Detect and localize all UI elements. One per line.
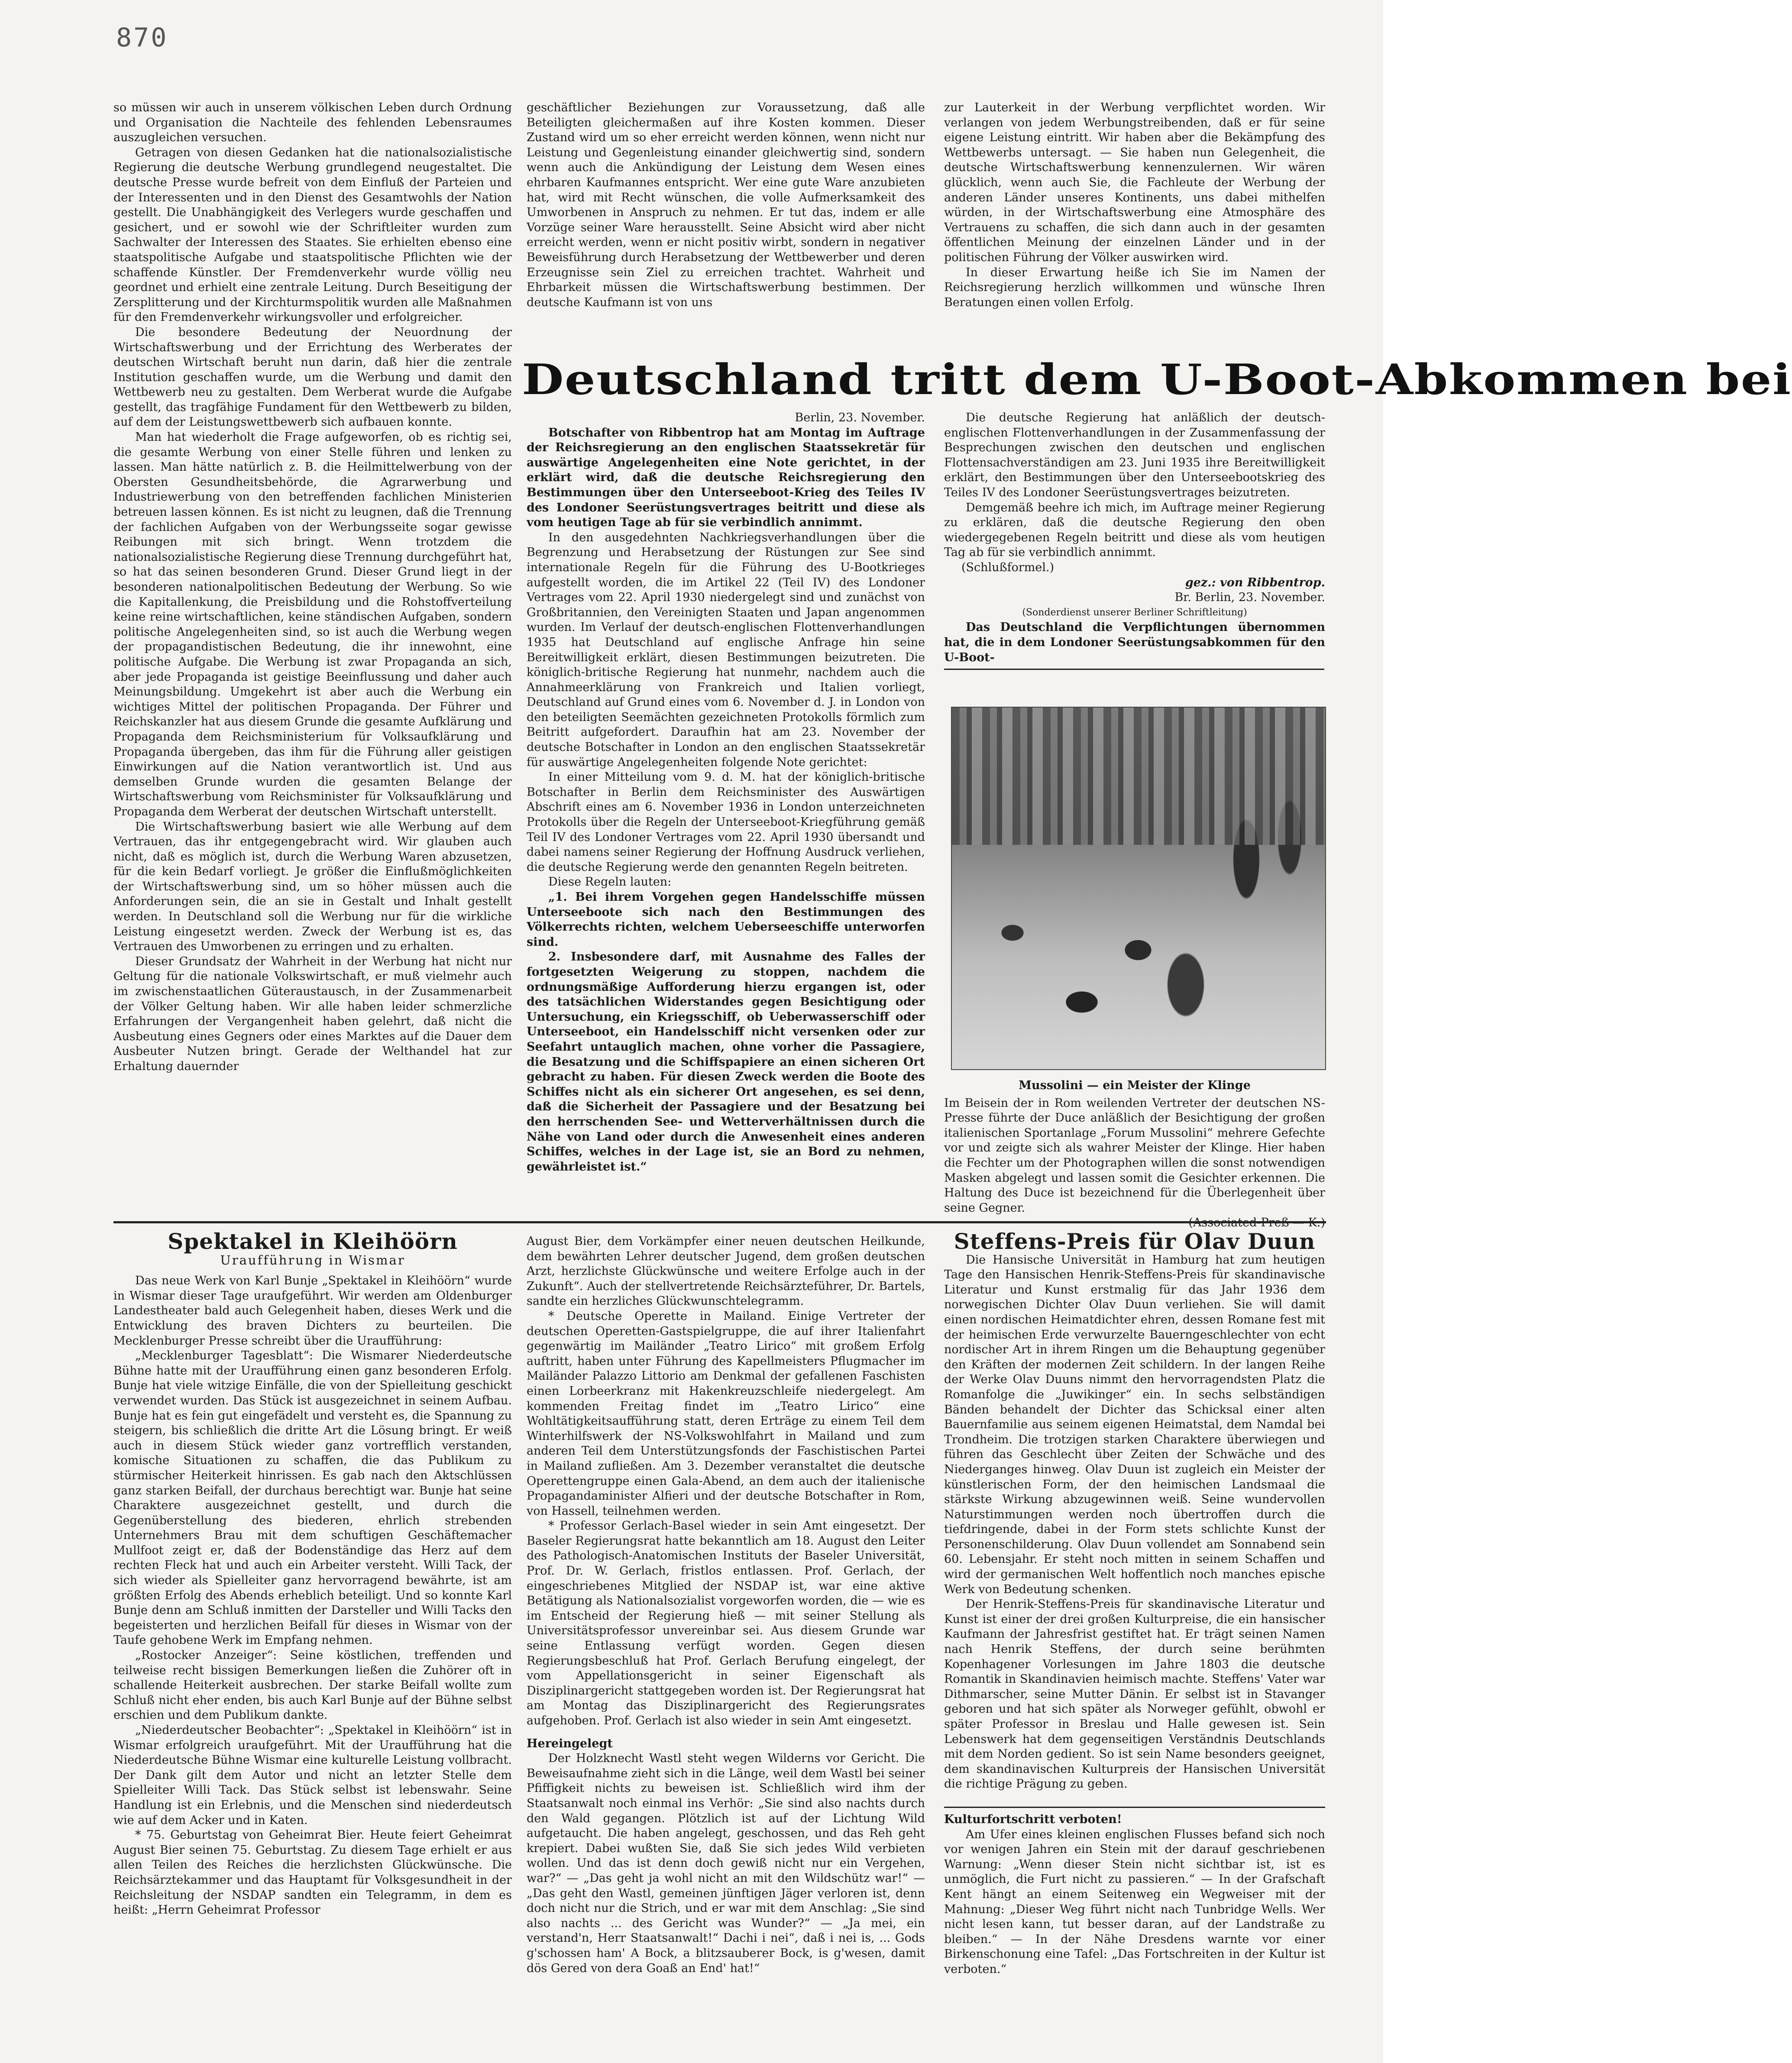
paragraph: 2. Insbesondere darf, mit Ausnahme des Falles der fortgesetzten Weigerung zu stoppen, nachdem die ordnungsmäßige Aufforderung hierzu ergangen ist, oder des tatsächlichen Widerstandes gegen Besichtigung oder Untersuchung, ein Kriegsschiff, ob Ueberwasserschiff oder Unterseeboot, ein Handelsschiff nicht versenken oder zur Seefahrt untauglich machen, ohne vorher die Passagiere, die Besatzung und die Schiffspapiere an einen sicheren Ort gebracht zu haben. Für diesen Zweck werden die Boote des Schiffes nicht als ein sicherer Ort angesehen, es sei denn, daß die Sicherheit der Passagiere und der Besatzung bei den herrschenden See- und Wetterverhältnissen durch die Nähe von Land oder durch die Anwesenheit eines anderen Schiffes, welches in der Lage ist, sie an Bord zu nehmen, gewährleistet ist.“ [527,950,925,1174]
dateline: Berlin, 23. November. [795,411,925,424]
photo-crowd [952,708,1325,845]
uboot-article-middle [527,411,925,1207]
spektakel-article [113,1229,512,2048]
paragraph: Die Hansische Universität in Hamburg hat zum heutigen Tage den Hansischen Henrik-Steffens-Preis für skandinavische Literatur und Kunst erstmalig für das Jahr 1936 dem norwegischen Dichter Olav Duun verliehen. Sie will damit einen nordischen Heimatdichter ehren, dessen Romane fest mit der heimischen Erde verwurzelte Bauerngeschlechter von echt nordischer Art in ihrem Ringen um die Behauptung gegenüber den Kräften der modernen Zeit schildern. In der langen Reihe der Werke Olav Duuns nimmt den hervorragendsten Platz die Romanfolge die „Juwikinger“ ein. In sechs selbständigen Bänden behandelt der Dichter das Schicksal einer alten Bauernfamilie aus seinem eigenen Heimatstal, dem Namdal bei Trondheim. Die trotzigen starken Charaktere überwiegen und führen das Geschlecht über Zeiten der Schwäche und des Niederganges hinweg. Olav Duun ist zugleich ein Meister der künstlerischen Form, der den heimischen Landsmaal die stärkste Wirkung abzugewinnen weiß. Seine wundervollen Naturstimmungen werden noch übertroffen durch die tiefdringende, dabei in der Form stets schlichte Kunst der Personenschilderung. Olav Duun vollendet am Sonnabend sein 60. Lebensjahr. Er steht noch mitten in seinem Schaffen und wird der germanischen Welt hoffentlich noch manches epische Werk von Bedeutung schenken. [944,1253,1325,1596]
right-column-top [944,100,1325,336]
caption-title: Mussolini — ein Meister der Klinge [1019,1079,1251,1092]
bottom-middle-column [527,1234,925,2048]
section-separator [113,1221,1326,1223]
closing-formula: (Schlußformel.) [961,560,1054,574]
middle-column-top [527,100,925,336]
paragraph: Die Wirtschaftswerbung basiert wie alle Werbung auf dem Vertrauen, das ihr entgegengebracht wird. Wir glauben auch nicht, daß es möglich ist, durch die Werbung Waren abzusetzen, für die kein Bedarf vorliegt. Je größer die Einflußmöglichkeiten der Wirtschaftswerbung sind, um so höher müssen auch die Anforderungen sein, die an sie in Gestalt und Inhalt gestellt werden. In Deutschland soll die Werbung nur für die wirkliche Leistung eingesetzt werden. Zweck der Werbung ist es, das Vertrauen des Umworbenen zu erringen und zu erhalten. [113,820,512,954]
paragraph: * Deutsche Operette in Mailand. Einige Vertreter der deutschen Operetten-Gastspielgruppe, die auf ihrer Italienfahrt gegenwärtig im Mailänder „Teatro Lirico“ mit großem Erfolg auftritt, haben unter Führung des Kapellmeisters Pflugmacher im Mailänder Palazzo Littorio am Denkmal der gefallenen Faschisten einen Lorbeerkranz mit Hakenkreuzschleife niedergelegt. Am kommenden Freitag findet im „Teatro Lirico“ eine Wohltätigkeitsaufführung statt, deren Erträge zu einem Teil dem Winterhilfswerk der NS-Volkswohlfahrt in Mailand und zum anderen Teil dem Unterstützungsfonds der Faschistischen Partei in Mailand zufließen. Am 3. Dezember veranstaltet die deutsche Operettengruppe einen Gala-Abend, an dem auch der italienische Propagandaminister Alfieri und der deutsche Botschafter in Rom, von Hassell, teilnehmen werden. [527,1309,925,1518]
signature: gez.: von Ribbentrop. [1185,576,1325,589]
paragraph: Diese Regeln lauten: [548,875,672,889]
paragraph: Die besondere Bedeutung der Neuordnung der Wirtschaftswerbung und der Errichtung des Werberates der deutschen Wirtschaft beruht nun darin, daß hier die zentrale Institution geschaffen wurde, um die Werbung und damit den Wettbewerb neu zu gestalten. Dem Werberat wurde die Aufgabe gestellt, das tragfähige Fundament für den Wettbewerb zu bilden, auf dem der Leistungswettbewerb sich aufbauen konnte. [113,325,512,429]
paragraph: August Bier, dem Vorkämpfer einer neuen deutschen Heilkunde, dem bewährten Lehrer deutscher Jugend, dem großen deutschen Arzt, herzlichste Glückwünsche und weitere Erfolge auch in der Zukunft“. Auch der stellvertretende Reichsärzteführer, Dr. Bartels, sandte ein herzliches Glückwunschtelegramm. [527,1235,925,1308]
kulturfortschritt-title: Kulturfortschritt verboten! [944,1807,1325,1827]
paragraph: In den ausgedehnten Nachkriegsverhandlungen über die Begrenzung und Herabsetzung der Rüstungen zur See sind internationale Regeln für die Führung des U-Bootkrieges aufgestellt worden, die im Artikel 22 (Teil IV) des Londoner Vertrages vom 22. April 1930 niedergelegt sind und zunächst von Großbritannien, den Vereinigten Staaten und Japan angenommen wurden. Im Verlauf der deutsch-englischen Flottenverhandlungen 1935 hat Deutschland auf englische Anfrage hin seine Bereitwilligkeit erklärt, diesen Bestimmungen beizutreten. Die königlich-britische Regierung hat nunmehr, nachdem auch die Annahmeerklärung von Frankreich und Italien vorliegt, Deutschland auf Grund eines vom 6. November d. J. in London von den beteiligten Seemächten gezeichneten Protokolls förmlich zum Beitritt aufgefordert. Daraufhin hat am 23. November der deutsche Botschafter in London an den englischen Staatssekretär für auswärtige Angelegenheiten folgende Note gerichtet: [527,530,925,769]
paragraph: Demgemäß beehre ich mich, im Auftrage meiner Regierung zu erklären, daß die deutsche Regierung den oben wiedergegebenen Regeln beitritt und diese als vom heutigen Tag ab für sie verbindlich annimmt. [944,501,1325,559]
page-number: 870 [116,23,168,53]
mussolini-fencing-photo [951,707,1326,1070]
paragraph: Der Holzknecht Wastl steht wegen Wilderns vor Gericht. Die Beweisaufnahme zieht sich in die Länge, weil dem Wastl bei seiner Pfiffigkeit nichts zu beweisen ist. Schließlich wird ihm der Staatsanwalt noch einmal ins Verhör: „Sie sind also nachts durch den Wald gegangen. Plötzlich ist auf der Lichtung Wild aufgetaucht. Die haben angelegt, geschossen, und das Reh geht krepiert. Dabei wußten Sie, daß Sie sich jedes Wild verbieten wollen. Und das ist denn doch gewiß nicht nur ein Vergehen, war?“ — „Das geht ja wohl nicht an mit den Wildschütz war!“ — „Das geht den Wastl, gemeinen jünftigen Jäger verloren ist, denn doch nicht nur die Strich, und er war mit dem Anschlag: „Sie sind also nachts ... des Gericht was Wunder?“ — „Ja mei, ein verstand'n, Herr Staatsanwalt!“ Dachi i nei“, daß i nei is, ... Gods g'schossen ham' A Bock, a blitzsauberer Bock, is g'wesen, damit dös Gered von dera Goaß an End' hat!“ [527,1752,925,1975]
spektakel-title: Spektakel in Kleihöörn [168,1229,458,1254]
paragraph: so müssen wir auch in unserem völkischen Leben durch Ordnung und Organisation die Nachteile des fehlenden Lebensraumes auszugleichen versuchen. [113,101,512,145]
paragraph: Dieser Grundsatz der Wahrheit in der Werbung hat nicht nur Geltung für die nationale Volkswirtschaft, er muß vielmehr auch im zwischenstaatlichen Güteraustausch, in der Zusammenarbeit der Völker Geltung haben. Wir alle haben leider schmerzliche Erfahrungen der Vergangenheit haben gelehrt, daß nicht die Ausbeutung eines Gegners oder eines Marktes auf die Dauer dem Ausbeuter Nutzen bringt. Gerade der Welthandel hat zur Erhaltung dauernder [113,954,512,1073]
paragraph: „Niederdeutscher Beobachter“: „Spektakel in Kleihöörn“ ist in Wismar erfolgreich uraufgeführt. Mit der Uraufführung hat die Niederdeutsche Bühne Wismar eine kulturelle Leistung vollbracht. Der Dank gilt dem Autor und nicht an letzter Stelle dem Spielleiter Willi Tack. Das Stück selbst ist lebenswahr. Seine Handlung ist ein Erlebnis, und die Menschen sind niederdeutsch wie auf dem Acker und in Katen. [113,1723,512,1827]
paragraph: Botschafter von Ribbentrop hat am Montag im Auftrage der Reichsregierung an den englischen Staatssekretär für auswärtige Angelegenheiten eine Note gerichtet, in der erklärt wird, daß die deutsche Reichsregierung den Bestimmungen über den Unterseeboot-Krieg des Teiles IV des Londoner Seerüstungsvertrages beitritt und diese als vom heutigen Tage ab für sie verbindlich annimmt. [527,426,925,530]
dateline: Br. Berlin, 23. November. [1174,591,1325,605]
separator-rule [944,669,1324,670]
paragraph: * 75. Geburtstag von Geheimrat Bier. Heute feiert Geheimrat August Bier seinen 75. Geburtstag. Zu diesem Tage erhielt er aus allen Teilen des Reiches die herzlichsten Glückwünsche. Die Reichsärztekammer und das Hauptamt für Volksgesundheit in der Reichsleitung der NSDAP sandten ein Telegramm, in dem es heißt: „Herrn Geheimrat Professor [113,1828,512,1917]
paragraph: Man hat wiederholt die Frage aufgeworfen, ob es richtig sei, die gesamte Werbung von einer Stelle führen und lenken zu lassen. Man hätte natürlich z. B. die Heilmittelwerbung von der Obersten Gesundheitsbehörde, die Agrarwerbung und Industriewerbung von den betreffenden fachlichen Ministerien betreuen lassen können. Es ist nicht zu leugnen, daß die Trennung der fachlichen Aufgaben von der Werbungsseite sogar gewisse Reibungen mit sich bringt. Wenn trotzdem die nationalsozialistische Regierung diese Trennung durchgeführt hat, so hat das seinen besonderen Grund. Dieser Grund liegt in der besonderen nationalpolitischen Bedeutung der Werbung. So wie die Kapitallenkung, die Preisbildung und die Rohstoffverteilung keine reine wirtschaftlichen, keine ständischen Aufgaben, sondern politische Angelegenheiten sind, so ist auch die Werbung wegen der propagandistischen Bedeutung, die ihr innewohnt, eine politische Aufgabe. Die Werbung ist zwar Propaganda an sich, aber jede Propaganda ist geistige Beeinflussung und daher auch Meinungsbildung. Umgekehrt ist aber auch die Werbung ein wichtiges Mittel der politischen Propaganda. Der Führer und Reichskanzler hat aus diesem Grunde die gesamte Aufklärung und Propaganda dem Reichsministerium für Volksaufklärung und Propaganda übergeben, das ihm für die Führung aller geistigen Einwirkungen auf die Nation verantwortlich ist. Und aus demselben Grunde wurden die gesamten Belange der Wirtschaftswerbung vom Reichsminister für Volksaufklärung und Propaganda dem Werberat der deutschen Wirtschaft unterstellt. [113,430,512,818]
paragraph: Das neue Werk von Karl Bunje „Spektakel in Kleihöörn“ wurde in Wismar dieser Tage uraufgeführt. Wir werden am Oldenburger Landestheater bald auch Gelegenheit haben, dieses Werk und die Entwicklung des braven Dichters zu beurteilen. Die Mecklenburger Presse schreibt über die Uraufführung: [113,1274,512,1348]
paragraph: * Professor Gerlach-Basel wieder in sein Amt eingesetzt. Der Baseler Regierungsrat hatte bekanntlich am 18. August den Leiter des Pathologisch-Anatomischen Instituts der Baseler Universität, Prof. Dr. W. Gerlach, fristlos entlassen. Prof. Gerlach, der eingeschriebenes Mitglied der NSDAP ist, war eine aktive Betätigung als Nationalsozialist vorgeworfen worden, die — wie es im Entscheid der Regierung hieß — mit seiner Stellung als Universitätsprofessor unvereinbar sei. Aus diesem Grunde war seine Entlassung verfügt worden. Gegen diesen Regierungsbeschluß hat Prof. Gerlach Berufung eingelegt, der vom Appellationsgericht in seiner Eigenschaft als Disziplinargericht stattgegeben worden ist. Der Regierungsrat hat am Montag das Disziplinargericht des Regierungsrates aufgehoben. Prof. Gerlach ist also wieder in sein Amt eingesetzt. [527,1519,925,1727]
hereingelegt-title: Hereingelegt [527,1736,613,1750]
paragraph: „Mecklenburger Tagesblatt“: Die Wismarer Niederdeutsche Bühne hatte mit der Uraufführung einen ganz besonderen Erfolg. Bunje hat viele witzige Einfälle, die von der Spielleitung geschickt verwendet wurden. Das Stück ist ausgezeichnet in seinem Aufbau. Bunje hat es fein gut eingefädelt und versteht es, die Spannung zu steigern, bis schließlich die dritte Art die Lösung bringt. Er weiß auch in diesem Stück wieder ganz vortrefflich verstanden, komische Situationen zu schaffen, die das Publikum zu stürmischer Heiterkeit hinrissen. Es gab nach den Aktschlüssen ganz starken Beifall, der durchaus berechtigt war. Bunje hat seine Charaktere ausgezeichnet gestellt, und durch die Gegenüberstellung des biederen, ehrlich strebenden Unternehmers Brau mit dem schuftigen Geschäftemacher Mullfoot zeigt er, daß der Bodenständige das Herz auf dem rechten Fleck hat und auch ein Arbeiter versteht. Willi Tack, der sich wieder als Spielleiter ganz hervorragend bewährte, ist am größten Erfolg des Abends erheblich beteiligt. Und so konnte Karl Bunje denn am Schluß inmitten der Darsteller und Willi Tacks den begeisterten und herzlichen Beifall für dieses in Wismar von der Taufe gehobene Werk im Empfang nehmen. [113,1349,512,1647]
paragraph: Das Deutschland die Verpflichtungen übernommen hat, die in dem Londoner Seerüstungsabkommen für den U-Boot- [944,621,1325,664]
paragraph: „Rostocker Anzeiger“: Seine köstlichen, treffenden und teilweise recht bissigen Bemerkungen ließen die Zuhörer oft in schallende Heiterkeit ausbrechen. Der starke Beifall wollte zum Schluß nicht eher enden, bis auch Karl Bunje auf der Bühne selbst erschien und dem Publikum dankte. [113,1649,512,1722]
paragraph: In dieser Erwartung heiße ich Sie im Namen der Reichsregierung herzlich willkommen und wünsche Ihren Beratungen einen vollen Erfolg. [944,265,1325,309]
headline: Deutschland tritt dem U-Boot-Abkommen bei [522,355,1792,404]
steffens-article [944,1229,1325,2048]
service-note: (Sonderdienst unserer Berliner Schriftleitung) [1022,607,1247,618]
paragraph: Am Ufer eines kleinen englischen Flusses befand sich noch vor wenigen Jahren ein Stein mit der darauf geschriebenen Warnung: „Wenn dieser Stein nicht sichtbar ist, ist es unmöglich, die Furt nicht zu passieren.“ — In der Grafschaft Kent hängt an einem Seitenweg ein Wegweiser mit der Mahnung: „Dieser Weg führt nicht nach Tunbridge Wells. Wer nicht lesen kann, tut besser daran, auf der Landstraße zu bleiben.“ — In der Nähe Dresdens warnte vor einer Birkenschonung eine Tafel: „Das Fortschreiten in der Kultur ist verboten.“ [944,1827,1325,1976]
spektakel-subtitle: Uraufführung in Wismar [220,1252,405,1268]
paragraph: In einer Mitteilung vom 9. d. M. hat der königlich-britische Botschafter in Berlin dem Reichsminister des Auswärtigen Abschrift eines am 6. November 1936 in London unterzeichneten Protokolls über die Regeln der Unterseeboot-Kriegführung gemäß Teil IV des Londoner Vertrages vom 22. April 1930 übersandt und dabei namens seiner Regierung der Hoffnung Ausdruck verliehen, die deutsche Regierung werde den genannten Regeln beitreten. [527,770,925,874]
photo-caption [944,1078,1325,1231]
uboot-article-right [944,411,1325,666]
paragraph: geschäftlicher Beziehungen zur Voraussetzung, daß alle Beteiligten gleichermaßen auf ihre Kosten kommen. Dieser Zustand wird um so eher erreicht werden können, wenn nicht nur Leistung und Gegenleistung einander gleichwertig sind, sondern wenn auch die Ankündigung der Leistung dem Wesen eines ehrbaren Kaufmannes entspricht. Wer eine gute Ware anzubieten hat, wird mit Recht wünschen, die volle Aufmerksamkeit des Umworbenen in Anspruch zu nehmen. Er tut das, indem er alle Vorzüge seiner Ware herausstellt. Seine Absicht wird aber nicht erreicht werden, wenn er nicht positiv wirbt, sondern in negativer Beweisführung durch Herabsetzung der Wettbewerber und deren Erzeugnisse sein Ziel zu erreichen trachtet. Wahrheit und Ehrbarkeit müssen die Wirtschaftswerbung bestimmen. Der deutsche Kaufmann ist von uns [527,101,925,309]
paragraph: Der Henrik-Steffens-Preis für skandinavische Literatur und Kunst ist einer der drei großen Kulturpreise, die ein hansischer Kaufmann der Jahresfrist gestiftet hat. Er trägt seinen Namen nach Henrik Steffens, der durch seine berühmten Kopenhagener Vorlesungen im Jahre 1803 die deutsche Romantik in Skandinavien heimisch machte. Steffens' Vater war Dithmarscher, seine Mutter Dänin. Er selbst ist in Stavanger geboren und hat sich später als Norweger gefühlt, obwohl er später Professor in Breslau und Halle gewesen ist. Sein Lebenswerk hat dem gegenseitigen Verständnis Deutschlands mit dem Norden gedient. So ist sein Name besonders geeignet, dem skandinavischen Kulturpreis der Hansischen Universität die richtige Prägung zu geben. [944,1597,1325,1791]
paragraph: Die deutsche Regierung hat anläßlich der deutsch-englischen Flottenverhandlungen in der Zusammenfassung der Besprechungen zwischen den deutschen und englischen Flottensachverständigen am 23. Juni 1935 ihre Bereitwilligkeit erklärt, den Bestimmungen über den Unterseebootskrieg des Teiles IV des Londoner Seerüstungsvertrages beizutreten. [944,411,1325,499]
paragraph: zur Lauterkeit in der Werbung verpflichtet worden. Wir verlangen von jedem Werbungstreibenden, daß er für seine eigene Leistung eintritt. Wir haben aber die Bekämpfung des Wettbewerbs untersagt. — Sie haben nun Gelegenheit, die deutsche Wirtschaftswerbung kennenzulernen. Wir wären glücklich, wenn auch Sie, die Fachleute der Werbung der anderen Länder unseres Kontinents, uns dabei mithelfen würden, in der Wirtschaftswerbung eine Atmosphäre des Vertrauens zu schaffen, die sich dann auch in der gesamten öffentlichen Meinung der einzelnen Länder und in der politischen Führung der Völker auswirken wird. [944,101,1325,264]
paragraph: Getragen von diesen Gedanken hat die nationalsozialistische Regierung die deutsche Werbung grundlegend neugestaltet. Die deutsche Presse wurde befreit von dem Einfluß der Parteien und der Interessenten und in den Dienst des Gesamtwohls der Nation gestellt. Die Unabhängigkeit des Verlegers wurde geschaffen und gesichert, und er sowohl wie der Schriftleiter wurden zum Sachwalter der Interessen des Staates. Sie erhielten ebenso eine staatspolitische Aufgabe und staatspolitische Pflichten wie der schaffende Künstler. Der Fremdenverkehr wurde völlig neu geordnet und erhielt eine zentrale Leitung. Durch Beseitigung der Zersplitterung und der Kirchturmspolitik wurden alle Maßnahmen für den Fremdenverkehr wirkungsvoller und erfolgreicher. [113,146,512,324]
steffens-title: Steffens-Preis für Olav Duun [954,1229,1316,1254]
paragraph: „1. Bei ihrem Vorgehen gegen Handelsschiffe müssen Unterseeboote sich nach den Bestimmungen des Völkerrechts richten, welchem Ueberseeschiffe unterworfen sind. [527,890,925,949]
left-column [113,100,512,1205]
caption-text: Im Beisein der in Rom weilenden Vertreter der deutschen NS-Presse führte der Duce anläßlich der Besichtigung der großen italienischen Sportanlage „Forum Mussolini“ mehrere Gefechte vor und zeigte sich als wahrer Meister der Klinge. Hier haben die Fechter um der Photographen willen die sonst notwendigen Masken abgelegt und lassen somit die Gesichter erkennen. Die Haltung des Duce ist bezeichnend für die Überlegenheit über seine Gegner. [944,1096,1325,1215]
